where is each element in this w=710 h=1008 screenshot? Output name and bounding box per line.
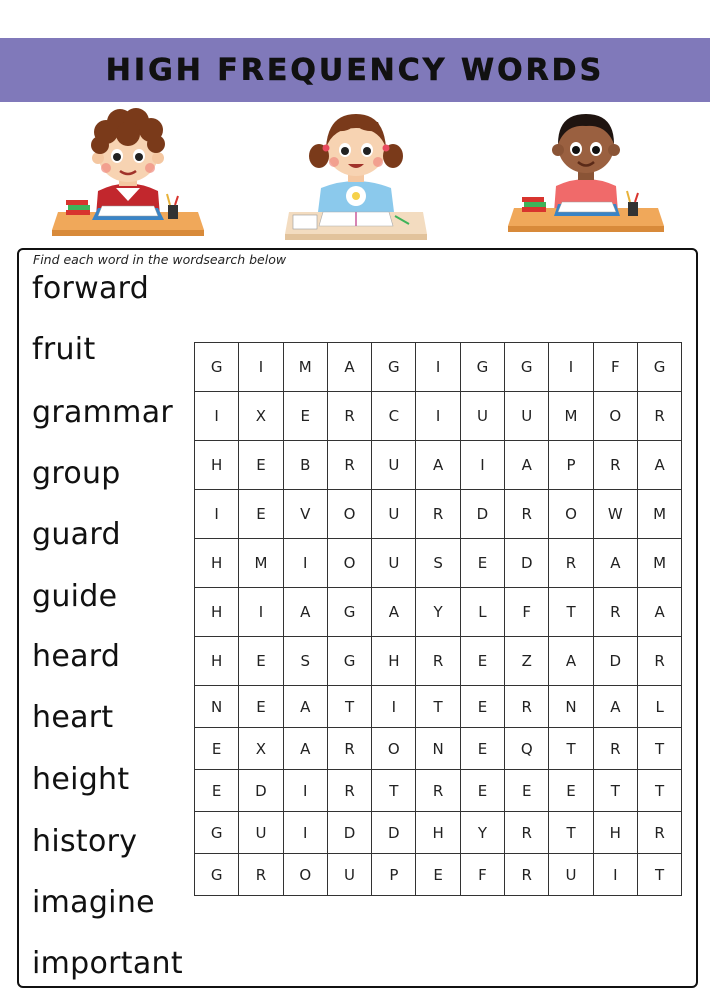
grid-cell[interactable]: T — [638, 728, 682, 770]
grid-cell[interactable]: I — [372, 686, 416, 728]
grid-cell[interactable]: Q — [505, 728, 549, 770]
word-list-item: imagine — [32, 885, 155, 920]
boy-writing-illustration — [506, 104, 668, 236]
grid-cell[interactable]: R — [638, 637, 682, 686]
grid-cell[interactable]: E — [239, 490, 283, 539]
word-list-item: heard — [32, 639, 121, 674]
page-title: HIGH FREQUENCY WORDS — [105, 52, 605, 88]
grid-cell[interactable]: T — [549, 812, 593, 854]
grid-cell[interactable]: R — [638, 812, 682, 854]
grid-cell[interactable]: A — [284, 686, 328, 728]
grid-cell[interactable]: D — [372, 812, 416, 854]
grid-cell[interactable]: A — [372, 588, 416, 637]
grid-cell[interactable]: D — [461, 490, 505, 539]
grid-cell[interactable]: H — [416, 812, 460, 854]
grid-cell[interactable]: R — [505, 490, 549, 539]
word-list-item: heart — [32, 700, 114, 735]
grid-cell[interactable]: G — [372, 343, 416, 392]
grid-cell[interactable]: H — [195, 441, 239, 490]
grid-cell[interactable]: B — [284, 441, 328, 490]
grid-cell[interactable]: X — [239, 392, 283, 441]
grid-cell[interactable]: F — [461, 854, 505, 896]
grid-cell[interactable]: Z — [505, 637, 549, 686]
grid-cell[interactable]: T — [328, 686, 372, 728]
grid-cell[interactable]: D — [239, 770, 283, 812]
grid-cell[interactable]: R — [594, 728, 638, 770]
grid-cell[interactable]: U — [372, 539, 416, 588]
grid-cell[interactable]: A — [284, 728, 328, 770]
grid-cell[interactable]: U — [372, 490, 416, 539]
grid-cell[interactable]: D — [594, 637, 638, 686]
grid-cell[interactable]: H — [195, 588, 239, 637]
grid-cell[interactable]: P — [372, 854, 416, 896]
grid-cell[interactable]: A — [284, 588, 328, 637]
header-banner — [0, 38, 710, 102]
grid-cell[interactable]: P — [549, 441, 593, 490]
word-list-item: guard — [32, 517, 121, 552]
grid-cell[interactable]: R — [505, 812, 549, 854]
grid-cell[interactable]: E — [461, 637, 505, 686]
grid-cell[interactable]: D — [328, 812, 372, 854]
grid-cell[interactable]: A — [594, 686, 638, 728]
wordsearch-panel — [17, 248, 698, 988]
grid-cell[interactable]: I — [284, 770, 328, 812]
grid-cell[interactable]: T — [416, 686, 460, 728]
grid-cell[interactable]: E — [239, 637, 283, 686]
grid-cell[interactable]: I — [461, 441, 505, 490]
grid-cell[interactable]: I — [284, 812, 328, 854]
grid-cell[interactable]: T — [549, 728, 593, 770]
grid-cell[interactable]: R — [328, 770, 372, 812]
grid-cell[interactable]: S — [284, 637, 328, 686]
grid-cell[interactable]: E — [416, 854, 460, 896]
grid-cell[interactable]: M — [284, 343, 328, 392]
grid-cell[interactable]: F — [505, 588, 549, 637]
word-list-item: forward — [32, 271, 150, 306]
grid-cell[interactable]: Y — [416, 588, 460, 637]
grid-cell[interactable]: E — [461, 728, 505, 770]
grid-cell[interactable]: U — [328, 854, 372, 896]
grid-cell[interactable]: G — [195, 854, 239, 896]
girl-writing-illustration — [283, 104, 429, 242]
grid-cell[interactable]: A — [505, 441, 549, 490]
grid-cell[interactable]: O — [328, 539, 372, 588]
word-list-item: guide — [32, 579, 118, 614]
grid-cell[interactable]: T — [594, 770, 638, 812]
grid-cell[interactable]: O — [549, 490, 593, 539]
grid-cell[interactable]: E — [461, 770, 505, 812]
grid-cell[interactable]: H — [195, 637, 239, 686]
grid-cell[interactable]: M — [239, 539, 283, 588]
grid-cell[interactable]: U — [549, 854, 593, 896]
grid-cell[interactable]: T — [549, 588, 593, 637]
grid-cell[interactable]: E — [461, 539, 505, 588]
grid-cell[interactable]: E — [195, 728, 239, 770]
grid-cell[interactable]: R — [416, 637, 460, 686]
grid-cell[interactable]: V — [284, 490, 328, 539]
grid-cell[interactable]: G — [195, 343, 239, 392]
grid-cell[interactable]: X — [239, 728, 283, 770]
grid-cell[interactable]: A — [594, 539, 638, 588]
grid-cell[interactable]: S — [416, 539, 460, 588]
grid-cell[interactable]: O — [284, 854, 328, 896]
grid-cell[interactable]: R — [638, 392, 682, 441]
grid-cell[interactable]: I — [239, 588, 283, 637]
grid-cell[interactable]: R — [416, 770, 460, 812]
grid-cell[interactable]: G — [638, 343, 682, 392]
grid-cell[interactable]: U — [461, 392, 505, 441]
grid-cell[interactable]: G — [505, 343, 549, 392]
grid-cell[interactable]: E — [461, 686, 505, 728]
grid-cell[interactable]: I — [416, 343, 460, 392]
grid-cell[interactable]: N — [195, 686, 239, 728]
grid-cell[interactable]: G — [328, 588, 372, 637]
grid-cell[interactable]: A — [549, 637, 593, 686]
word-list-item: important — [32, 946, 183, 981]
grid-cell[interactable]: A — [638, 441, 682, 490]
grid-cell[interactable]: M — [638, 490, 682, 539]
grid-cell[interactable]: R — [505, 686, 549, 728]
grid-cell[interactable]: R — [505, 854, 549, 896]
grid-cell[interactable]: G — [328, 637, 372, 686]
grid-cell[interactable]: E — [239, 441, 283, 490]
boy-reading-illustration — [48, 106, 208, 240]
word-list-item: group — [32, 456, 121, 491]
grid-cell[interactable]: I — [416, 392, 460, 441]
grid-cell[interactable]: I — [195, 490, 239, 539]
grid-cell[interactable]: N — [549, 686, 593, 728]
grid-cell[interactable]: N — [416, 728, 460, 770]
grid-cell[interactable]: D — [505, 539, 549, 588]
grid-cell[interactable]: R — [239, 854, 283, 896]
grid-cell[interactable]: H — [195, 539, 239, 588]
grid-cell[interactable]: F — [594, 343, 638, 392]
grid-cell[interactable]: A — [328, 343, 372, 392]
grid-cell[interactable]: Y — [461, 812, 505, 854]
grid-cell[interactable]: R — [594, 441, 638, 490]
grid-cell[interactable]: A — [416, 441, 460, 490]
grid-cell[interactable]: R — [549, 539, 593, 588]
grid-cell[interactable]: G — [461, 343, 505, 392]
grid-cell[interactable]: U — [239, 812, 283, 854]
word-list-item: grammar — [32, 395, 174, 430]
grid-cell[interactable]: H — [594, 812, 638, 854]
grid-cell[interactable]: M — [638, 539, 682, 588]
word-list-item: height — [32, 762, 130, 797]
grid-cell[interactable]: T — [372, 770, 416, 812]
grid-cell[interactable]: U — [372, 441, 416, 490]
grid-cell[interactable]: E — [505, 770, 549, 812]
grid-cell[interactable]: A — [638, 588, 682, 637]
word-list-item: fruit — [32, 332, 96, 367]
grid-cell[interactable]: R — [328, 728, 372, 770]
grid-cell[interactable]: C — [372, 392, 416, 441]
grid-cell[interactable]: H — [372, 637, 416, 686]
grid-cell[interactable]: U — [505, 392, 549, 441]
grid-cell[interactable]: O — [372, 728, 416, 770]
grid-cell[interactable]: O — [594, 392, 638, 441]
grid-cell[interactable]: E — [284, 392, 328, 441]
instructions-text: Find each word in the wordsearch below — [33, 252, 287, 267]
grid-cell[interactable]: I — [195, 392, 239, 441]
grid-cell[interactable]: R — [328, 441, 372, 490]
grid-cell[interactable]: M — [549, 392, 593, 441]
letter-grid — [194, 342, 682, 896]
grid-cell[interactable]: T — [638, 770, 682, 812]
grid-cell[interactable]: R — [416, 490, 460, 539]
grid-cell[interactable]: L — [638, 686, 682, 728]
grid-cell[interactable]: T — [638, 854, 682, 896]
word-list-item: history — [32, 824, 138, 859]
grid-cell[interactable]: E — [549, 770, 593, 812]
grid-cell[interactable]: L — [461, 588, 505, 637]
grid-cell[interactable]: I — [239, 343, 283, 392]
grid-cell[interactable]: G — [195, 812, 239, 854]
grid-cell[interactable]: I — [594, 854, 638, 896]
grid-cell[interactable]: I — [284, 539, 328, 588]
grid-cell[interactable]: I — [549, 343, 593, 392]
grid-cell[interactable]: E — [195, 770, 239, 812]
grid-cell[interactable]: O — [328, 490, 372, 539]
grid-cell[interactable]: R — [594, 588, 638, 637]
grid-cell[interactable]: E — [239, 686, 283, 728]
grid-cell[interactable]: W — [594, 490, 638, 539]
grid-cell[interactable]: R — [328, 392, 372, 441]
